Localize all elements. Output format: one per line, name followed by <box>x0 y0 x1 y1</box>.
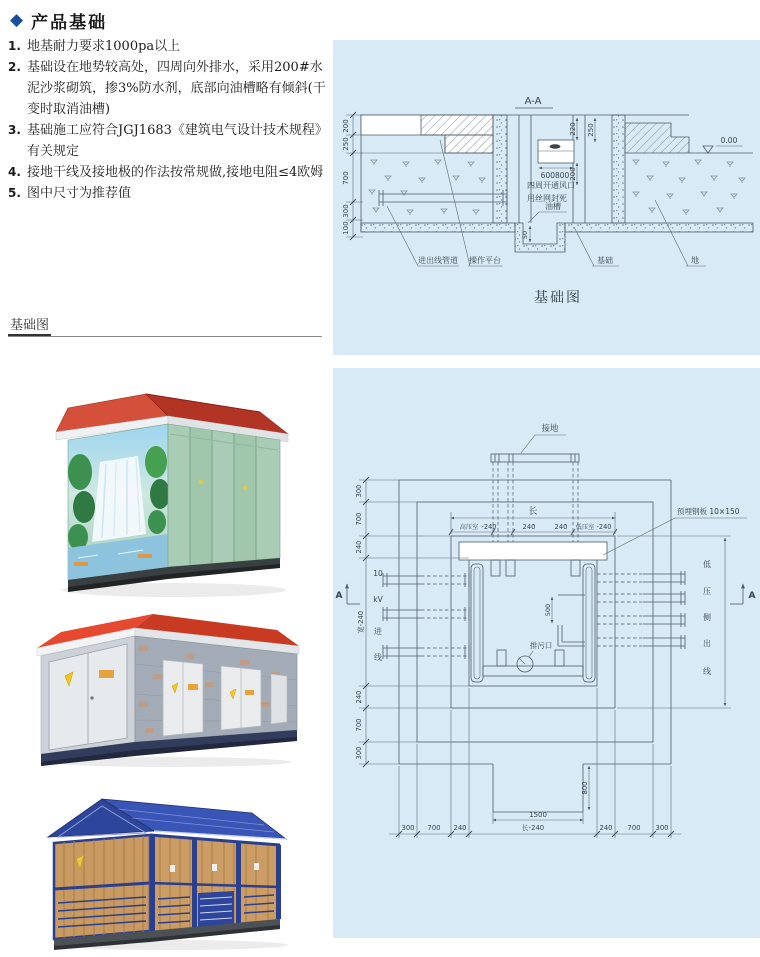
dim-label: 250 <box>342 137 350 151</box>
section-mark-left <box>336 584 360 604</box>
inlet-text: kV <box>373 595 383 604</box>
dim-label: -240 <box>596 523 612 531</box>
dim-label: 240 <box>554 523 568 531</box>
outlet-text: 压 <box>703 587 711 596</box>
dim-label: -240 <box>481 523 497 531</box>
outlet-text: 侧 <box>703 613 711 622</box>
page-header <box>10 8 107 33</box>
foundation-section-drawing <box>333 90 760 355</box>
view-title: A-A <box>524 96 542 107</box>
oil-groove-label: 油槽 <box>545 202 561 211</box>
grounding-label: 接地 <box>541 424 559 434</box>
svg-text:A: A <box>335 591 343 601</box>
vent-note: 四周开通风口 <box>527 181 575 190</box>
center-louver <box>198 891 234 927</box>
dim-label: 500 <box>544 603 552 617</box>
inlet-text: 线 <box>374 653 382 662</box>
dim-label: 300 <box>342 204 350 218</box>
outlet-text: 线 <box>703 667 711 676</box>
dim-label: 700 <box>355 718 363 732</box>
dim-label: 240 <box>355 690 363 704</box>
note-number: 5. <box>8 186 21 200</box>
hv-conduits <box>383 573 469 659</box>
dim-label: 240 <box>522 523 536 531</box>
door-post <box>192 838 197 927</box>
drawing-caption: 基础图 <box>534 290 582 306</box>
vent-note: 用丝网封死 <box>527 194 567 203</box>
photo-brick-substation <box>35 602 305 774</box>
dim-label: 300 <box>355 484 363 498</box>
note-text: 地基耐力要求1000pa以上 <box>27 39 181 54</box>
side-panel <box>271 674 287 724</box>
photo-wood-substation <box>40 785 300 957</box>
note-number: 4. <box>8 165 21 179</box>
dim-label: 700 <box>355 512 363 526</box>
foundation-section-panel <box>333 40 760 355</box>
level-mark-icon <box>703 146 713 153</box>
svg-text:A: A <box>748 591 756 601</box>
door-sign <box>99 670 114 678</box>
vent-fish-mark <box>550 144 561 148</box>
note-text: 图中尺寸为推荐值 <box>27 186 132 201</box>
page-title: 产品基础 <box>31 13 108 33</box>
dim-label: 240 <box>453 824 467 832</box>
hv-room-label: 高压室 <box>459 524 479 531</box>
dim-label: 800 <box>581 781 589 795</box>
diamond-bullet-icon: ◆ <box>10 10 24 30</box>
door-post <box>236 842 241 923</box>
dim-label: 250 <box>587 123 595 137</box>
dim-label: 700 <box>427 824 441 832</box>
dim-label: 220 <box>569 122 577 136</box>
note-number: 1. <box>8 39 21 53</box>
section-mark-right <box>730 584 756 604</box>
note-item <box>8 36 334 57</box>
lv-conduits <box>597 571 685 649</box>
notes-list <box>8 36 334 204</box>
note-text: 基础设在地势较高处，四周向外排水，采用200#水泥沙浆砌筑，掺3%防水剂，底部向油槽略有倾斜(干变时取消油槽) <box>27 60 326 117</box>
note-item <box>8 120 334 162</box>
foundation-label: 基础 <box>597 256 613 265</box>
platform-label: 操作平台 <box>469 256 501 265</box>
dim-label: 50 <box>521 230 529 240</box>
dim-label: 700 <box>342 171 350 185</box>
lv-room-label: 低压室 <box>575 524 595 531</box>
note-number: 3. <box>8 123 21 137</box>
door-face <box>168 424 280 567</box>
dim-label: 300 <box>655 824 669 832</box>
ground-label: 地 <box>691 256 699 265</box>
foundation-plan-drawing <box>333 368 760 938</box>
dim-label: 200 <box>342 119 350 133</box>
section-label: 基础图 <box>8 318 51 336</box>
outlet-text: 低 <box>703 560 711 569</box>
dim-label: 240 <box>355 540 363 554</box>
note-text: 基础施工应符合JGJ1683《建筑电气设计技术规程》有关规定 <box>27 123 328 159</box>
dim-label: 100 <box>342 221 350 235</box>
note-item <box>8 57 334 120</box>
dim-label: 300 <box>401 824 415 832</box>
note-item <box>8 162 334 183</box>
dim-label: 1500 <box>529 811 547 819</box>
note-item <box>8 183 334 204</box>
dim-label: 200 <box>569 167 577 181</box>
dim-label: 700 <box>627 824 641 832</box>
length-dim-label: 长 <box>528 507 538 517</box>
inlet-text: 进 <box>374 627 382 636</box>
soil-symbols-left <box>369 160 485 215</box>
level-label: 0.00 <box>720 136 738 145</box>
note-number: 2. <box>8 60 21 74</box>
foundation-plan-panel <box>333 368 760 938</box>
dim-label: 300 <box>355 746 363 760</box>
outlet-text: 出 <box>703 639 711 648</box>
dim-label: 长-240 <box>521 824 545 832</box>
dim-label: 240 <box>599 824 613 832</box>
photo-waterfall-substation <box>48 362 298 604</box>
vent-size-label: 600800 <box>540 171 570 180</box>
drain-label: 排污口 <box>529 641 553 650</box>
note-text: 接地干线及接地极的作法按常规做,接地电阻≤4欧姆 <box>27 165 324 180</box>
section-label-rule <box>8 314 322 337</box>
width-dim-label: 宽-240 <box>357 610 365 634</box>
conduit-label: 进出线管道 <box>418 256 458 265</box>
plate-label: 预埋钢板 10×150 <box>677 507 740 516</box>
soil-symbols-right <box>633 160 745 215</box>
inlet-text: 10 <box>373 569 383 578</box>
